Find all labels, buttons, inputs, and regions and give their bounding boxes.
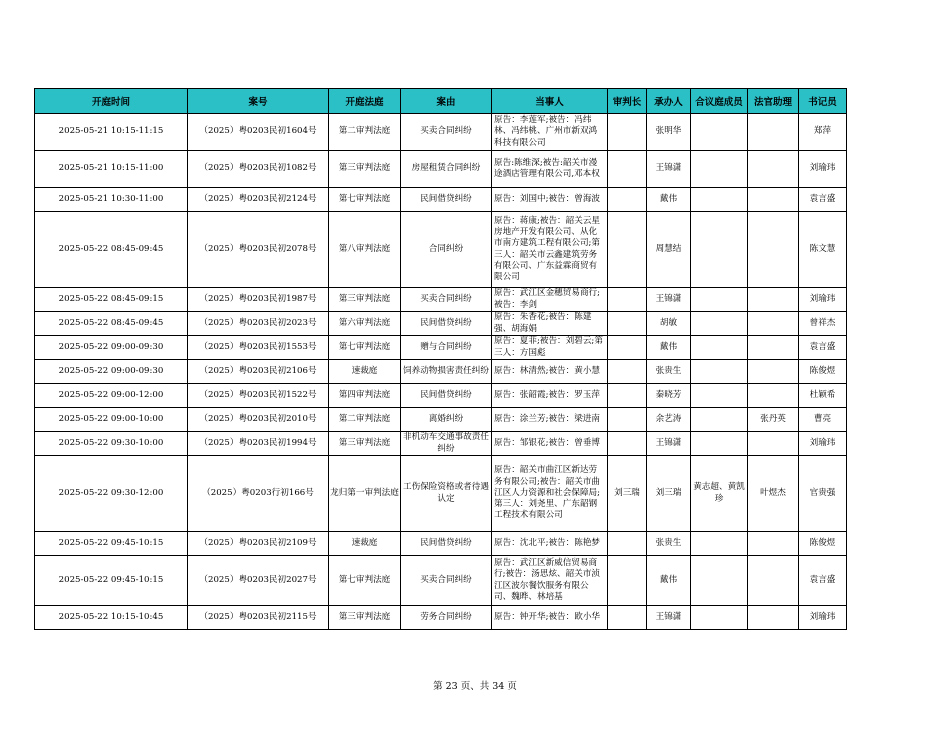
cell-parties: 原告：钟开华;被告：欧小华 [492,606,608,630]
cell-clerk: 杜颖希 [799,384,847,408]
cell-handler: 张贵生 [647,360,691,384]
cell-case-no: （2025）粤0203民初2124号 [188,188,329,212]
cell-panel [691,212,748,288]
cell-assistant [748,336,799,360]
table-row [35,288,847,312]
cell-clerk: 曾祥杰 [799,312,847,336]
cell-handler: 胡敏 [647,312,691,336]
header-cause: 案由 [401,89,492,114]
cell-parties: 原告：武江区新威信贸易商行;被告：汤思炫、韶关市浈江区波尔餐饮服务有限公司、魏晔、林培基 [492,556,608,606]
cell-time: 2025-05-22 09:00-09:30 [35,336,188,360]
cell-case-no: （2025）粤0203民初1522号 [188,384,329,408]
cell-handler: 王锦潇 [647,606,691,630]
cell-case-no: （2025）粤0203民初1082号 [188,151,329,188]
cell-cause: 房屋租赁合同纠纷 [401,151,492,188]
cell-assistant [748,360,799,384]
header-handler: 承办人 [647,89,691,114]
header-parties: 当事人 [492,89,608,114]
cell-court: 第二审判法庭 [329,408,401,432]
table-row [35,384,847,408]
cell-chief-judge [608,151,647,188]
cell-assistant [748,151,799,188]
cell-parties: 原告:陈维深;被告:韶关市漫途酒店管理有限公司,邓本权 [492,151,608,188]
cell-chief-judge [608,312,647,336]
cell-parties: 原告：林清然;被告：黄小慧 [492,360,608,384]
cell-time: 2025-05-22 09:00-09:30 [35,360,188,384]
cell-clerk: 刘瑜玮 [799,432,847,456]
cell-assistant [748,212,799,288]
cell-time: 2025-05-21 10:30-11:00 [35,188,188,212]
cell-panel [691,532,748,556]
cell-time: 2025-05-22 09:45-10:15 [35,556,188,606]
cell-case-no: （2025）粤0203行初166号 [188,456,329,532]
cell-parties: 原告：张韶霞;被告：罗玉萍 [492,384,608,408]
cell-parties: 原告：沈北平;被告：陈艳梦 [492,532,608,556]
cell-cause: 赠与合同纠纷 [401,336,492,360]
cell-handler: 王锦潇 [647,432,691,456]
cell-court: 第三审判法庭 [329,432,401,456]
cell-handler: 戴伟 [647,556,691,606]
cell-parties: 原告：朱香花;被告：陈建强、胡海娟 [492,312,608,336]
cell-clerk: 陈俊煜 [799,360,847,384]
cell-panel [691,360,748,384]
cell-clerk: 刘瑜玮 [799,288,847,312]
cell-time: 2025-05-21 10:15-11:15 [35,114,188,151]
cell-case-no: （2025）粤0203民初1553号 [188,336,329,360]
cell-court: 第八审判法庭 [329,212,401,288]
cell-clerk: 袁言盛 [799,188,847,212]
cell-time: 2025-05-22 08:45-09:45 [35,312,188,336]
cell-time: 2025-05-22 09:45-10:15 [35,532,188,556]
cell-panel [691,151,748,188]
cell-handler: 周慧结 [647,212,691,288]
cell-case-no: （2025）粤0203民初2106号 [188,360,329,384]
cell-chief-judge [608,114,647,151]
cell-court: 第三审判法庭 [329,151,401,188]
cell-cause: 工伤保险资格或者待遇认定 [401,456,492,532]
cell-time: 2025-05-22 09:00-12:00 [35,384,188,408]
cell-time: 2025-05-22 09:00-10:00 [35,408,188,432]
table-row [35,408,847,432]
header-case-no: 案号 [188,89,329,114]
cell-court: 第三审判法庭 [329,288,401,312]
cell-handler: 戴伟 [647,188,691,212]
table-row [35,114,847,151]
cell-handler: 余艺涛 [647,408,691,432]
table-row [35,336,847,360]
cell-parties: 原告：武江区金穗贸易商行;被告：李剑 [492,288,608,312]
cell-handler: 王锦潇 [647,151,691,188]
cell-assistant: 张丹英 [748,408,799,432]
cell-clerk: 曹亮 [799,408,847,432]
hearing-schedule-table [34,88,847,630]
cell-court: 第三审判法庭 [329,606,401,630]
cell-assistant [748,288,799,312]
cell-chief-judge [608,432,647,456]
cell-handler: 张明华 [647,114,691,151]
cell-case-no: （2025）粤0203民初1994号 [188,432,329,456]
cell-case-no: （2025）粤0203民初1604号 [188,114,329,151]
cell-assistant [748,432,799,456]
cell-assistant [748,532,799,556]
cell-court: 第二审判法庭 [329,114,401,151]
cell-panel: 黄志超、黄凯珍 [691,456,748,532]
cell-court: 第四审判法庭 [329,384,401,408]
cell-cause: 民间借贷纠纷 [401,532,492,556]
cell-chief-judge [608,408,647,432]
cell-assistant [748,312,799,336]
page-footer: 第 23 页、共 34 页 [433,681,517,692]
cell-court: 第七审判法庭 [329,188,401,212]
cell-case-no: （2025）粤0203民初2115号 [188,606,329,630]
cell-chief-judge [608,556,647,606]
header-court: 开庭法庭 [329,89,401,114]
cell-clerk: 刘瑜玮 [799,606,847,630]
cell-court: 第六审判法庭 [329,312,401,336]
cell-handler: 戴伟 [647,336,691,360]
cell-case-no: （2025）粤0203民初2078号 [188,212,329,288]
header-time: 开庭时间 [35,89,188,114]
table-row [35,456,847,532]
cell-parties: 原告：韶关市曲江区新达劳务有限公司;被告：韶关市曲江区人力资源和社会保障局;第三人：刘尧里、广东韶钢工程技术有限公司 [492,456,608,532]
cell-time: 2025-05-22 09:30-10:00 [35,432,188,456]
cell-chief-judge [608,360,647,384]
cell-panel [691,336,748,360]
cell-cause: 买卖合同纠纷 [401,556,492,606]
header-panel: 合议庭成员 [691,89,748,114]
table-row [35,212,847,288]
cell-cause: 劳务合同纠纷 [401,606,492,630]
cell-court: 龙归第一审判法庭 [329,456,401,532]
cell-parties: 原告：刘国中;被告：曾海波 [492,188,608,212]
cell-parties: 原告：李莲军;被告：冯纬林、冯纬桃、广州市新双鸿科技有限公司 [492,114,608,151]
cell-case-no: （2025）粤0203民初1987号 [188,288,329,312]
cell-parties: 原告：夏菲;被告：刘碧云;第三人：方国彪 [492,336,608,360]
cell-panel [691,114,748,151]
cell-case-no: （2025）粤0203民初2027号 [188,556,329,606]
table-header-row [35,89,847,114]
cell-clerk: 陈俊煜 [799,532,847,556]
cell-time: 2025-05-22 08:45-09:15 [35,288,188,312]
cell-case-no: （2025）粤0203民初2010号 [188,408,329,432]
cell-court: 速裁庭 [329,360,401,384]
cell-clerk: 刘瑜玮 [799,151,847,188]
cell-panel [691,408,748,432]
cell-assistant [748,606,799,630]
cell-court: 第七审判法庭 [329,336,401,360]
table-row [35,151,847,188]
table-row [35,360,847,384]
cell-assistant [748,188,799,212]
cell-cause: 买卖合同纠纷 [401,114,492,151]
cell-handler: 张贵生 [647,532,691,556]
cell-clerk: 袁言盛 [799,556,847,606]
cell-panel [691,188,748,212]
cell-panel [691,432,748,456]
cell-chief-judge [608,532,647,556]
cell-chief-judge [608,336,647,360]
cell-handler: 刘三瑞 [647,456,691,532]
cell-cause: 非机动车交通事故责任纠纷 [401,432,492,456]
cell-panel [691,288,748,312]
cell-cause: 离婚纠纷 [401,408,492,432]
table-row [35,432,847,456]
cell-panel [691,384,748,408]
cell-assistant: 叶煜杰 [748,456,799,532]
cell-parties: 原告：涂兰芳;被告：梁进南 [492,408,608,432]
cell-time: 2025-05-22 09:30-12:00 [35,456,188,532]
cell-parties: 原告：蒋康;被告：韶关云星房地产开发有限公司、从化市南方建筑工程有限公司;第三人：韶关市云鑫建筑劳务有限公司、广东益霖商贸有限公司 [492,212,608,288]
cell-assistant [748,114,799,151]
cell-cause: 民间借贷纠纷 [401,188,492,212]
cell-case-no: （2025）粤0203民初2023号 [188,312,329,336]
header-chief-judge: 审判长 [608,89,647,114]
cell-time: 2025-05-22 10:15-10:45 [35,606,188,630]
cell-time: 2025-05-21 10:15-11:00 [35,151,188,188]
cell-assistant [748,384,799,408]
table-row [35,606,847,630]
table-row [35,188,847,212]
cell-handler: 秦晓芳 [647,384,691,408]
cell-cause: 买卖合同纠纷 [401,288,492,312]
cell-handler: 王锦潇 [647,288,691,312]
header-clerk: 书记员 [799,89,847,114]
cell-chief-judge [608,212,647,288]
cell-cause: 合同纠纷 [401,212,492,288]
cell-chief-judge [608,188,647,212]
cell-cause: 饲养动物损害责任纠纷 [401,360,492,384]
table-row [35,556,847,606]
cell-chief-judge: 刘三瑞 [608,456,647,532]
cell-court: 第七审判法庭 [329,556,401,606]
cell-court: 速裁庭 [329,532,401,556]
cell-parties: 原告：邹银花;被告：曾垂博 [492,432,608,456]
cell-time: 2025-05-22 08:45-09:45 [35,212,188,288]
cell-clerk: 官贵强 [799,456,847,532]
cell-clerk: 袁言盛 [799,336,847,360]
cell-clerk: 陈文慧 [799,212,847,288]
header-assistant: 法官助理 [748,89,799,114]
cell-assistant [748,556,799,606]
cell-clerk: 郑萍 [799,114,847,151]
table-row [35,532,847,556]
cell-cause: 民间借贷纠纷 [401,384,492,408]
cell-case-no: （2025）粤0203民初2109号 [188,532,329,556]
cell-panel [691,556,748,606]
cell-panel [691,606,748,630]
cell-cause: 民间借贷纠纷 [401,312,492,336]
cell-chief-judge [608,288,647,312]
cell-panel [691,312,748,336]
cell-chief-judge [608,606,647,630]
cell-chief-judge [608,384,647,408]
table-row [35,312,847,336]
